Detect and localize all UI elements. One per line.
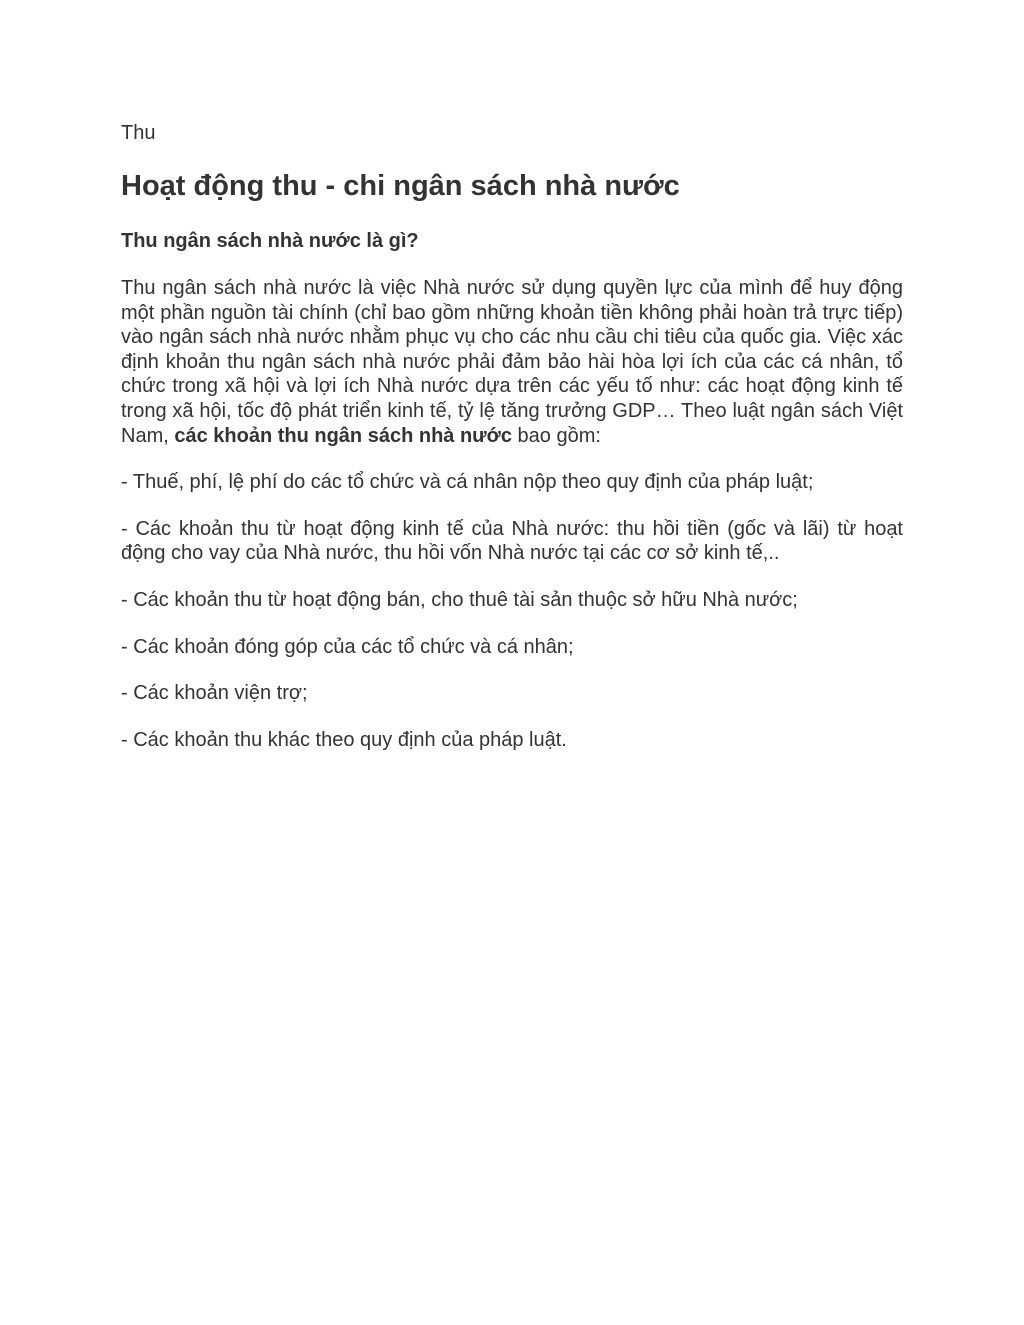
list-item: - Các khoản thu khác theo quy định của pháp luật. xyxy=(121,728,567,751)
intro-bold-text: các khoản thu ngân sách nhà nước xyxy=(174,424,512,447)
list-item: - Các khoản đóng góp của các tổ chức và cá nhân; xyxy=(121,635,574,658)
list-item: - Các khoản viện trợ; xyxy=(121,682,308,705)
document-title: Hoạt động thu - chi ngân sách nhà nước xyxy=(121,170,680,202)
intro-text: Thu ngân sách nhà nước là việc Nhà nước sử dụng quyền lực của mình để huy động một phần nguồn tài chính (chỉ bao gồm những khoản tiền không phải hoàn trả trực tiếp) vào ngân sách nhà nước nhằm phục vụ cho các nhu cầu chi tiêu của quốc gia. Việc xác định khoản thu ngân sách nhà nước phải đảm bảo hài hòa lợi ích của các cá nhân, tổ chức trong xã hội và lợi ích Nhà nước dựa trên các yếu tố như: các hoạt động kinh tế trong xã hội, tốc độ phát triển kinh tế, tỷ lệ tăng trưởng GDP… Theo luật ngân sách Việt Nam, xyxy=(121,277,903,447)
section-heading: Thu ngân sách nhà nước là gì? xyxy=(121,230,419,252)
document-page xyxy=(121,120,903,752)
list-item: - Các khoản thu từ hoạt động bán, cho thuê tài sản thuộc sở hữu Nhà nước; xyxy=(121,588,798,611)
list-item: - Thuế, phí, lệ phí do các tổ chức và cá nhân nộp theo quy định của pháp luật; xyxy=(121,471,814,494)
intro-paragraph xyxy=(121,276,903,448)
top-label: Thu xyxy=(121,122,156,144)
intro-text-end: bao gồm: xyxy=(512,424,601,447)
list-item: - Các khoản thu từ hoạt động kinh tế của Nhà nước: thu hồi tiền (gốc và lãi) từ hoạt động cho vay của Nhà nước, thu hồi vốn Nhà nước tại các cơ sở kinh tế,.. xyxy=(121,517,903,565)
